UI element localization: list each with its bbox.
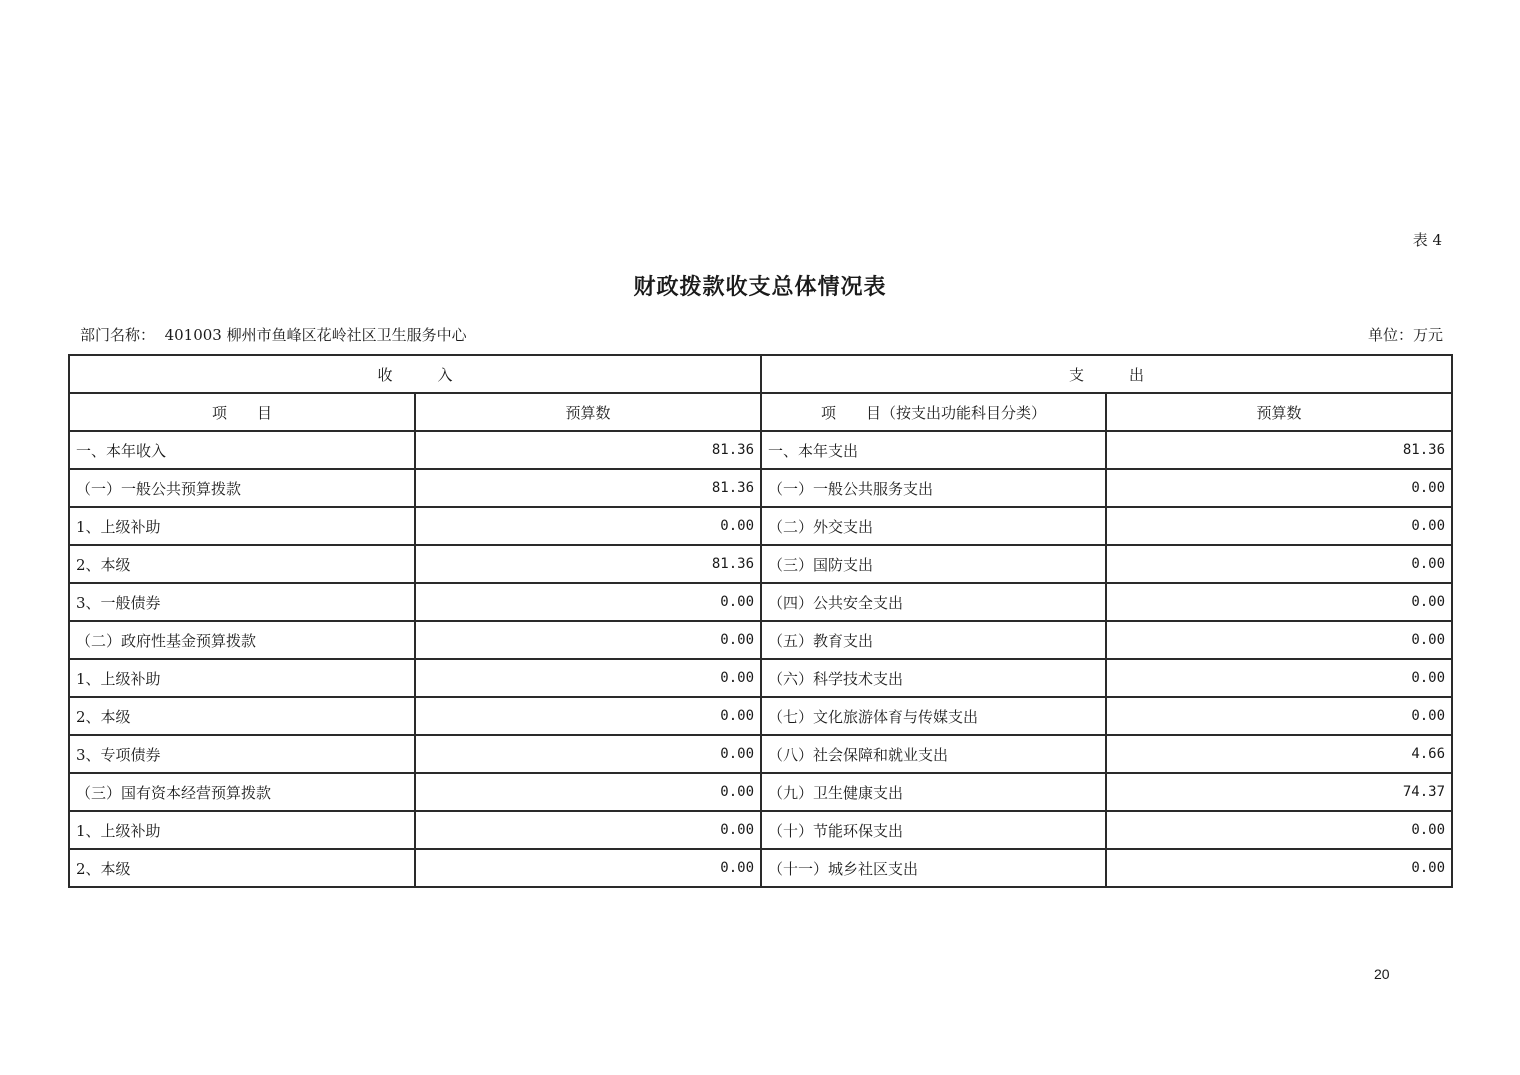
table-row	[69, 507, 1452, 545]
expense-value-cell: 0.00	[1106, 469, 1452, 507]
expense-value-cell: 0.00	[1106, 811, 1452, 849]
expense-item-cell: （九）卫生健康支出	[761, 773, 1106, 811]
table-row	[69, 583, 1452, 621]
income-value-cell: 0.00	[415, 583, 761, 621]
income-item-cell: 一、本年收入	[69, 431, 415, 469]
income-value-cell: 0.00	[415, 697, 761, 735]
income-value-cell: 0.00	[415, 849, 761, 887]
expense-item-cell: （二）外交支出	[761, 507, 1106, 545]
table-number: 表 4	[1412, 231, 1442, 249]
expense-value-cell: 0.00	[1106, 507, 1452, 545]
expense-item-cell: 一、本年支出	[761, 431, 1106, 469]
expense-value-cell: 0.00	[1106, 849, 1452, 887]
income-item-cell: 2、本级	[69, 849, 415, 887]
expense-item-cell: （十）节能环保支出	[761, 811, 1106, 849]
expense-value-cell: 74.37	[1106, 773, 1452, 811]
header-row-columns	[69, 393, 1452, 431]
table-row	[69, 735, 1452, 773]
income-budget-header: 预算数	[415, 393, 761, 431]
expense-item-header: 项 目（按支出功能科目分类）	[761, 393, 1106, 431]
expense-item-cell: （七）文化旅游体育与传媒支出	[761, 697, 1106, 735]
page-title: 财政拨款收支总体情况表	[633, 274, 887, 300]
table-row	[69, 773, 1452, 811]
income-item-cell: 1、上级补助	[69, 659, 415, 697]
expense-value-cell: 0.00	[1106, 621, 1452, 659]
income-value-cell: 0.00	[415, 659, 761, 697]
budget-table	[68, 354, 1453, 888]
expense-budget-header: 预算数	[1106, 393, 1452, 431]
income-value-cell: 0.00	[415, 507, 761, 545]
expense-item-cell: （四）公共安全支出	[761, 583, 1106, 621]
table-row	[69, 545, 1452, 583]
department-name: 401003 柳州市鱼峰区花岭社区卫生服务中心	[164, 326, 467, 344]
income-section-header: 收 入	[69, 355, 761, 393]
income-item-cell: （二）政府性基金预算拨款	[69, 621, 415, 659]
expense-value-cell: 4.66	[1106, 735, 1452, 773]
income-value-cell: 0.00	[415, 773, 761, 811]
expense-value-cell: 0.00	[1106, 583, 1452, 621]
page-number: 20	[1374, 966, 1390, 982]
income-item-cell: 1、上级补助	[69, 507, 415, 545]
income-item-cell: （三）国有资本经营预算拨款	[69, 773, 415, 811]
income-value-cell: 0.00	[415, 735, 761, 773]
department-line	[80, 324, 467, 345]
income-value-cell: 81.36	[415, 431, 761, 469]
income-item-cell: （一）一般公共预算拨款	[69, 469, 415, 507]
income-item-cell: 3、专项债券	[69, 735, 415, 773]
income-value-cell: 81.36	[415, 545, 761, 583]
income-value-cell: 0.00	[415, 621, 761, 659]
expense-value-cell: 81.36	[1106, 431, 1452, 469]
expense-item-cell: （一）一般公共服务支出	[761, 469, 1106, 507]
expense-item-cell: （三）国防支出	[761, 545, 1106, 583]
table-row	[69, 431, 1452, 469]
unit-label: 单位：万元	[1367, 326, 1443, 344]
table-row	[69, 659, 1452, 697]
income-item-cell: 1、上级补助	[69, 811, 415, 849]
expense-item-cell: （六）科学技术支出	[761, 659, 1106, 697]
table-row	[69, 469, 1452, 507]
expense-section-header: 支 出	[761, 355, 1452, 393]
table-row	[69, 697, 1452, 735]
income-item-cell: 2、本级	[69, 697, 415, 735]
expense-value-cell: 0.00	[1106, 697, 1452, 735]
expense-value-cell: 0.00	[1106, 545, 1452, 583]
income-value-cell: 0.00	[415, 811, 761, 849]
table-row	[69, 849, 1452, 887]
income-item-cell: 3、一般债券	[69, 583, 415, 621]
expense-item-cell: （十一）城乡社区支出	[761, 849, 1106, 887]
income-item-header: 项 目	[69, 393, 415, 431]
income-item-cell: 2、本级	[69, 545, 415, 583]
expense-item-cell: （五）教育支出	[761, 621, 1106, 659]
department-label: 部门名称：	[80, 326, 156, 344]
expense-item-cell: （八）社会保障和就业支出	[761, 735, 1106, 773]
table-row	[69, 811, 1452, 849]
expense-value-cell: 0.00	[1106, 659, 1452, 697]
table-row	[69, 621, 1452, 659]
income-value-cell: 81.36	[415, 469, 761, 507]
header-row-sections	[69, 355, 1452, 393]
